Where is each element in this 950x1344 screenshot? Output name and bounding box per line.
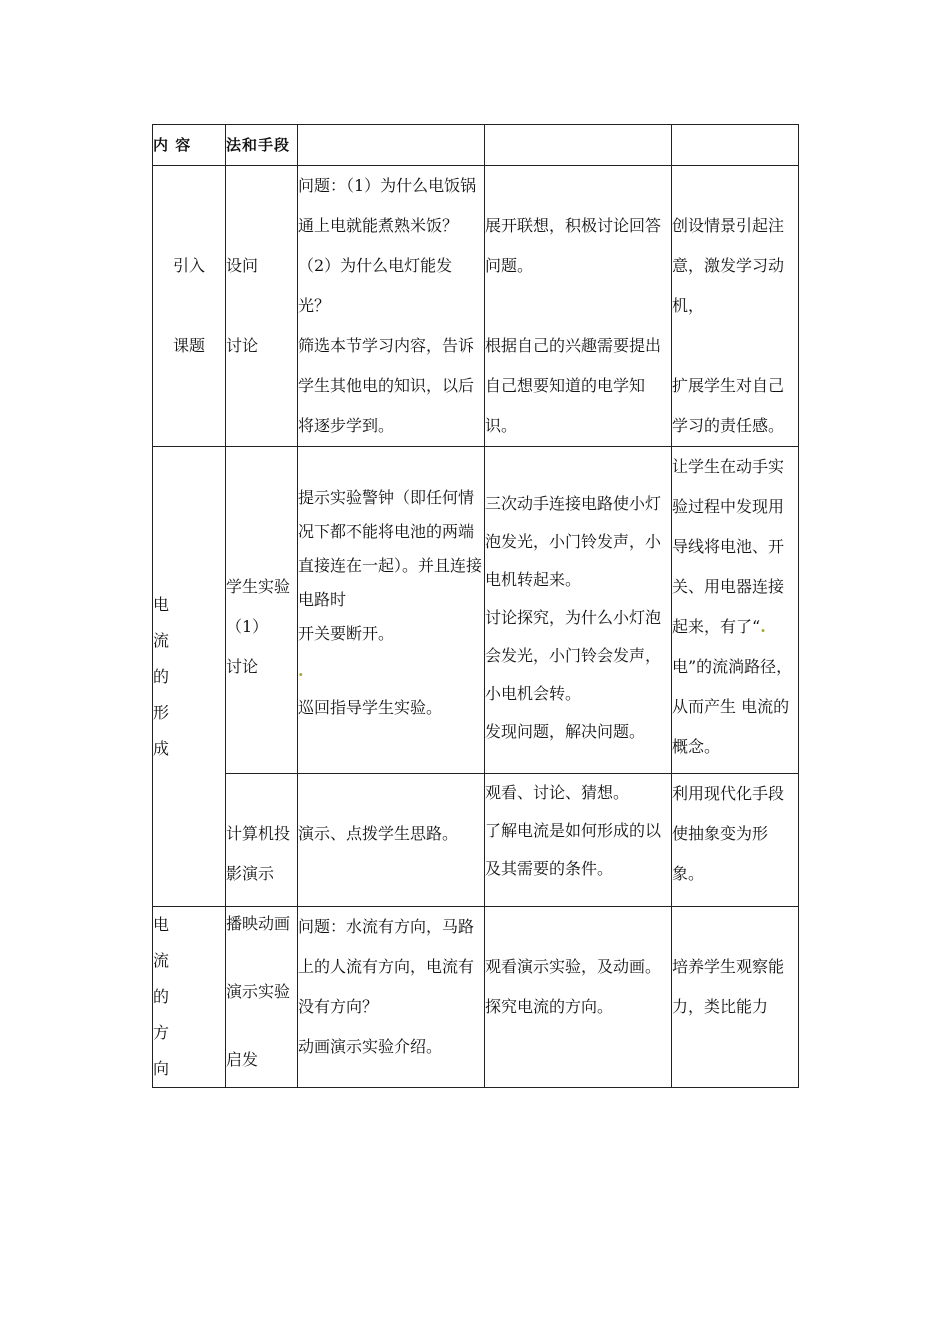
formation-student1-cell bbox=[485, 447, 672, 774]
intro-purpose-cell bbox=[672, 166, 799, 447]
intro-topic-cell bbox=[153, 166, 226, 447]
direction-topic-text: 电流的方向 bbox=[153, 915, 170, 1078]
formation-method2-text: 计算机投 影演示 bbox=[226, 824, 291, 883]
formation-purpose2-text: 利用现代化手段使抽象变为形象。 bbox=[672, 784, 785, 883]
direction-purpose-cell bbox=[672, 907, 799, 1088]
direction-teacher-text: 问题：水流有方向，马路上的人流有方向，电流有没有方向？ 动画演示实验介绍。 bbox=[298, 917, 475, 1056]
direction-student-text: 观看演示实验，及动画。 探究电流的方向。 bbox=[485, 957, 662, 1016]
table-row-direction bbox=[153, 907, 799, 1088]
table-header-row bbox=[153, 125, 799, 166]
formation-teacher1-tail: 巡回指导学生实验。 bbox=[298, 698, 443, 717]
formation-purpose1-text-a: 让学生在动手实验过程中发现用导线将电池、开关、用电器连接起来，有了“ bbox=[672, 457, 785, 636]
header-cell-teacher bbox=[298, 125, 485, 166]
formation-teacher2-text: 演示、点拨学生思路。 bbox=[298, 824, 459, 843]
direction-purpose-text: 培养学生观察能力，类比能力 bbox=[672, 957, 785, 1016]
table-row-intro bbox=[153, 166, 799, 447]
header-cell-student bbox=[485, 125, 672, 166]
direction-teacher-cell bbox=[298, 907, 485, 1088]
formation-teacher1-cell bbox=[298, 447, 485, 774]
formation-purpose2-cell bbox=[672, 774, 799, 907]
formation-teacher2-cell bbox=[298, 774, 485, 907]
intro-topic-text: 引入 课题 bbox=[172, 256, 205, 355]
formation-purpose1-text-b: 电”的流淌路径，从而产生 电流的概念。 bbox=[672, 657, 793, 756]
direction-method-text: 播映动画 演示实验 启发 bbox=[226, 914, 291, 1069]
formation-student2-text: 观看、讨论、猜想。 了解电流是如何形成的以及其需要的条件。 bbox=[485, 783, 662, 878]
header-cell-content bbox=[153, 125, 226, 166]
header-method-label: 法和手段 bbox=[226, 136, 291, 154]
lesson-plan-table bbox=[152, 124, 799, 1088]
formation-method1-cell bbox=[226, 447, 298, 774]
formation-teacher1-text: 提示实验警钟（即任何情况下都不能将电池的两端直接连在一起）。并且连接电路时 开关要断开。 bbox=[298, 488, 483, 643]
table-row-formation-projection bbox=[153, 774, 799, 907]
header-content-label: 内 容 bbox=[153, 136, 192, 154]
intro-purpose-text: 创设情景引起注意，激发学习动机， 扩展学生对自己学习的责任感。 bbox=[672, 216, 785, 435]
intro-teacher-cell bbox=[298, 166, 485, 447]
header-cell-method bbox=[226, 125, 298, 166]
direction-student-cell bbox=[485, 907, 672, 1088]
intro-method-text: 设问 讨论 bbox=[226, 256, 259, 355]
decorative-dot-2: . bbox=[760, 617, 766, 636]
formation-method2-cell bbox=[226, 774, 298, 907]
formation-purpose1-cell bbox=[672, 447, 799, 774]
direction-method-cell bbox=[226, 907, 298, 1088]
direction-topic-cell bbox=[153, 907, 226, 1088]
decorative-dot: . bbox=[298, 661, 304, 680]
formation-student1-text: 三次动手连接电路使小灯泡发光，小门铃发声，小电机转起来。 讨论探究，为什么小灯泡会发光，小门铃会发声，小电机会转。 发现问题，解决问题。 bbox=[485, 494, 662, 741]
formation-topic-cell bbox=[153, 447, 226, 907]
intro-method-cell bbox=[226, 166, 298, 447]
formation-topic-text: 电流的形成 bbox=[153, 594, 170, 758]
header-cell-purpose bbox=[672, 125, 799, 166]
intro-student-text: 展开联想，积极讨论回答问题。 根据自己的兴趣需要提出自己想要知道的电学知识。 bbox=[485, 216, 662, 435]
table-row-formation-experiment bbox=[153, 447, 799, 774]
intro-student-cell bbox=[485, 166, 672, 447]
intro-teacher-text: 问题：（1）为什么电饭锅通上电就能煮熟米饭？（2）为什么电灯能发光？ 筛选本节学习内容，告诉学生其他电的知识，以后将逐步学到。 bbox=[298, 176, 477, 435]
formation-method1-text: 学生实验 （1） 讨论 bbox=[226, 577, 291, 676]
formation-student2-cell bbox=[485, 774, 672, 907]
